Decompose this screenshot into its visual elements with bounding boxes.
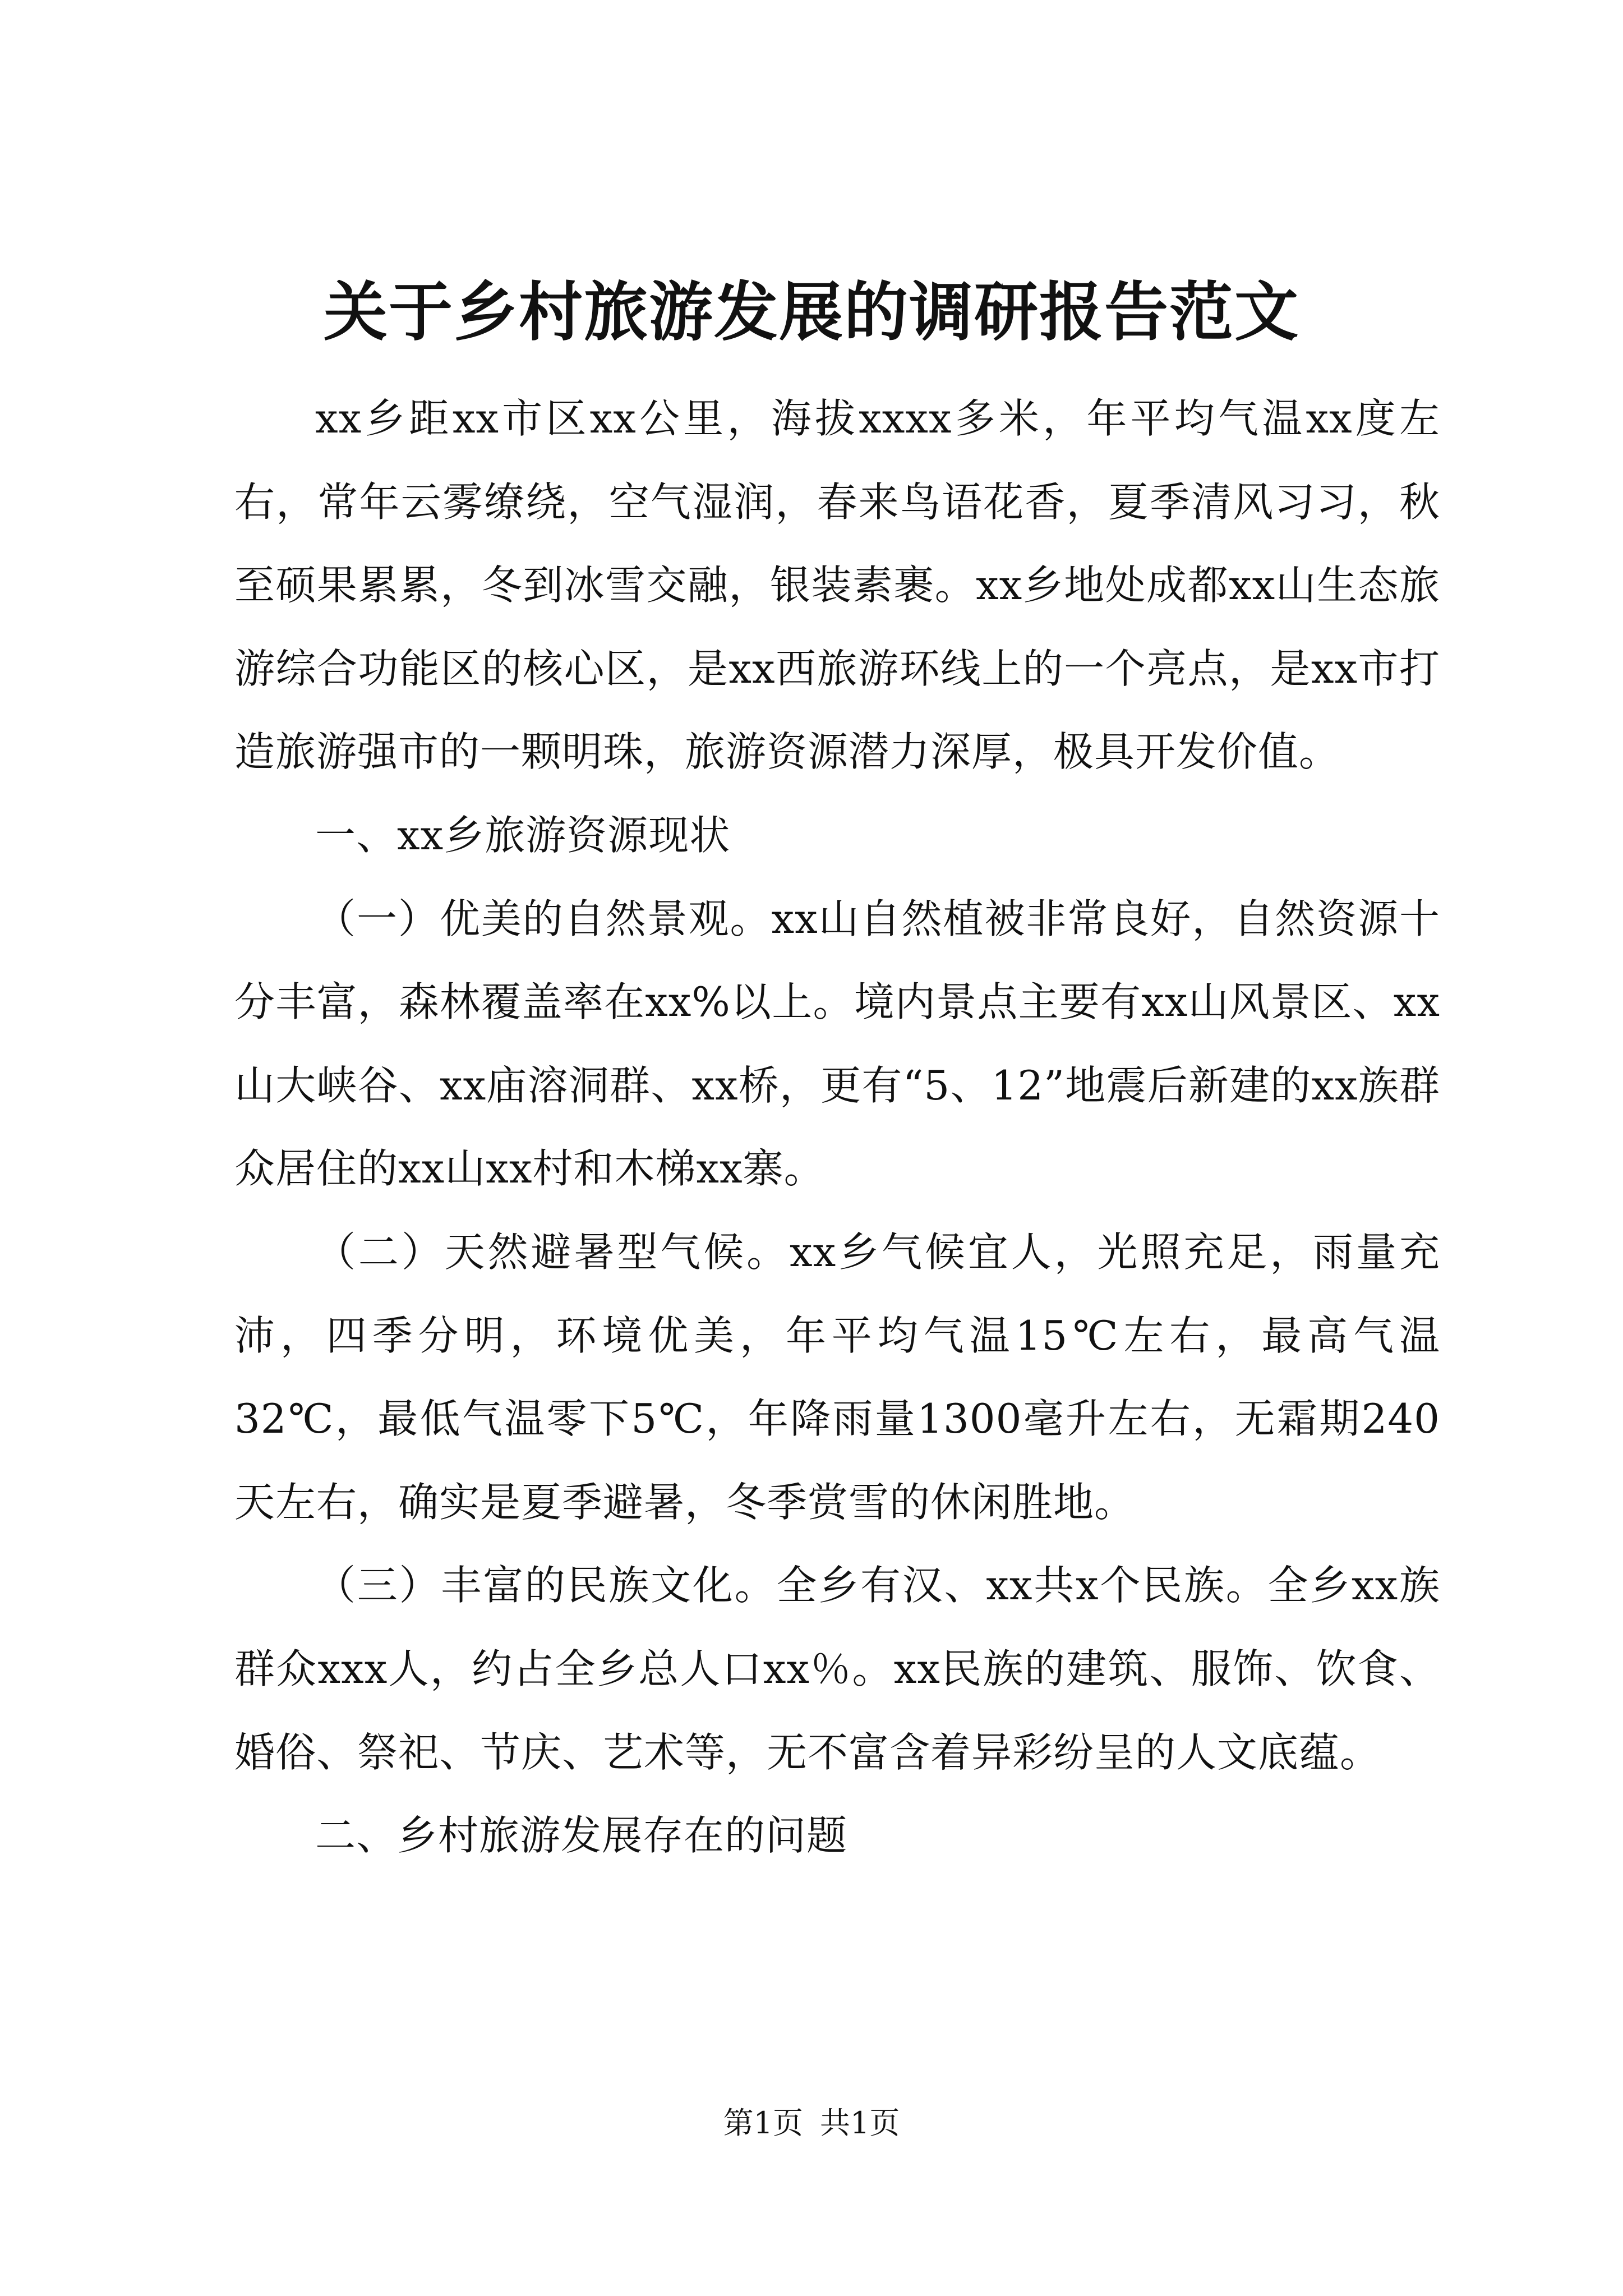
document-body xyxy=(234,377,1440,1878)
section-heading-2: 二、乡村旅游发展存在的问题 xyxy=(315,1812,848,1860)
page-total: 共1页 xyxy=(820,2105,900,2141)
paragraph-ethnic-culture: （三）丰富的民族文化。全乡有汉、xx共x个民族。全乡xx族群众xxx人，约占全乡总人口xx％。xx民族的建筑、服饰、饮食、婚俗、祭祀、节庆、艺术等，无不富含着异彩纷呈的人文底蕴。 xyxy=(234,1562,1440,1776)
paragraph-intro: xx乡距xx市区xx公里，海拔xxxx多米，年平均气温xx度左右，常年云雾缭绕，空气湿润，春来鸟语花香，夏季清风习习，秋至硕果累累，冬到冰雪交融，银装素裹。xx乡地处成都xx山生态旅游综合功能区的核心区，是xx西旅游环线上的一个亮点，是xx市打造旅游强市的一颗明珠，旅游资源潜力深厚，极具开发价值。 xyxy=(234,395,1440,776)
page-footer xyxy=(0,2104,1623,2143)
document-title: 关于乡村旅游发展的调研报告范文 xyxy=(323,274,1299,349)
paragraph-climate: （二）天然避暑型气候。xx乡气候宜人，光照充足，雨量充沛，四季分明，环境优美，年平均气温15℃左右，最高气温32℃，最低气温零下5℃，年降雨量1300毫升左右，无霜期240天左右，确实是夏季避暑，冬季赏雪的休闲胜地。 xyxy=(234,1228,1440,1526)
section-heading-1: 一、xx乡旅游资源现状 xyxy=(315,811,731,859)
page-number: 第1页 xyxy=(723,2105,803,2141)
paragraph-natural-scenery: （一）优美的自然景观。xx山自然植被非常良好，自然资源十分丰富，森林覆盖率在xx%以上。境内景点主要有xx山风景区、xx山大峡谷、xx庙溶洞群、xx桥，更有“5、12”地震后新建的xx族群众居住的xx山xx村和木梯xx寨。 xyxy=(234,895,1440,1193)
